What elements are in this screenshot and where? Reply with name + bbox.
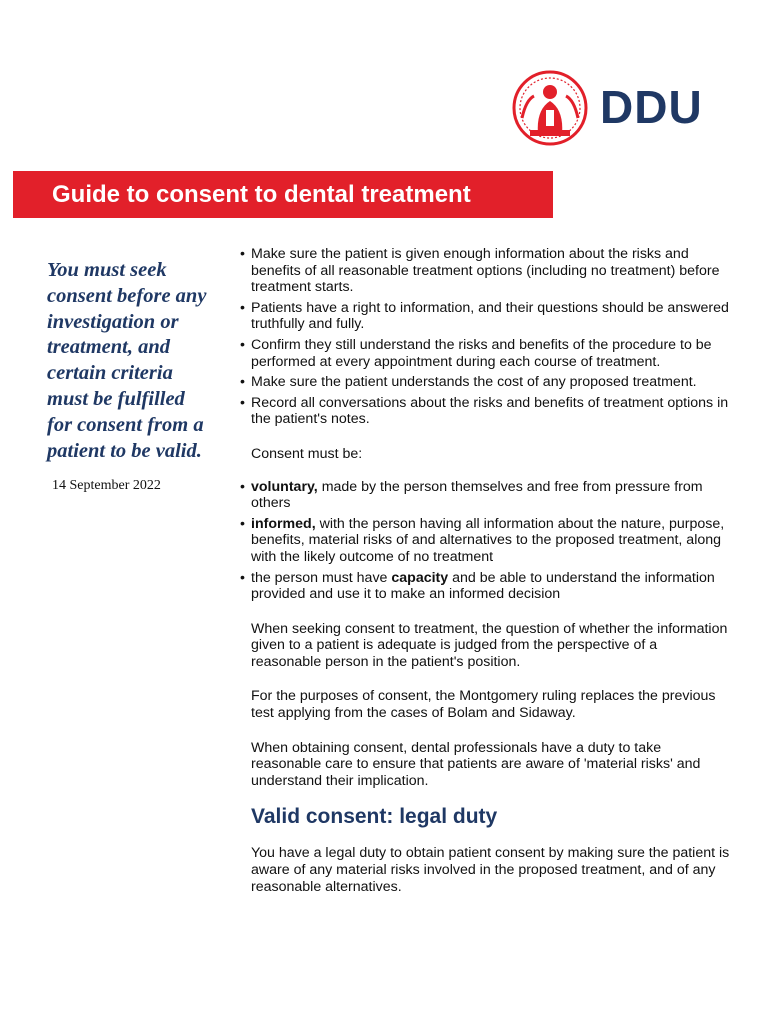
pull-quote bbox=[47, 258, 241, 464]
pull-quote-line: consent before any bbox=[47, 284, 207, 307]
criterion-text: made by the person themselves and free from pressure from others bbox=[251, 478, 703, 512]
section-heading: Valid consent: legal duty bbox=[251, 805, 498, 829]
seal-figure-icon bbox=[512, 70, 588, 146]
logo-text: DDU bbox=[600, 81, 703, 133]
list-item: • Confirm they still understand the risks and benefits of the procedure to be performed at every appointment during each course of treatment. bbox=[240, 336, 712, 370]
ddu-logo bbox=[512, 70, 712, 146]
pull-quote-line: You must seek bbox=[47, 259, 167, 281]
list-item: • Record all conversations about the risks and benefits of treatment options in the patient's notes. bbox=[240, 394, 729, 428]
criterion-text: the person must have bbox=[251, 569, 392, 586]
paragraph: When obtaining consent, dental professionals have a duty to take reasonable care to ensure that patients are aware of 'material risks' and understand their implication. bbox=[251, 739, 701, 789]
paragraph: For the purposes of consent, the Montgomery ruling replaces the previous test applying from the cases of Bolam and Sidaway. bbox=[251, 688, 716, 722]
list-item-text: Make sure the patient understands the cost of any proposed treatment. bbox=[251, 374, 697, 391]
guidance-list bbox=[240, 246, 730, 428]
page-title: Guide to consent to dental treatment bbox=[52, 181, 471, 208]
pull-quote-line: investigation or bbox=[47, 310, 179, 333]
criterion-term: voluntary, bbox=[251, 478, 318, 495]
criterion-text: with the person having all information about the nature, purpose, benefits, material risks of and alternatives to the proposed treatment, along with the likely outcome of no treatment bbox=[251, 515, 725, 565]
list-item-text: Make sure the patient is given enough information about the risks and benefits of all reasonable treatment options (including no treatment) before treatment starts. bbox=[251, 246, 720, 296]
pull-quote-line: for consent from a bbox=[47, 413, 204, 436]
main-content bbox=[240, 246, 730, 895]
list-item: • Patients have a right to information, and their questions should be answered truthfully and fully. bbox=[240, 299, 729, 333]
pull-quote-line: certain criteria bbox=[47, 362, 173, 385]
criterion-term: capacity bbox=[391, 569, 449, 586]
criterion-text: and be able to understand the information provided and use it to make an informed decision bbox=[251, 569, 715, 603]
pull-quote-line: treatment, and bbox=[47, 336, 171, 359]
list-item-text: Confirm they still understand the risks and benefits of the procedure to be performed at every appointment during each course of treatment. bbox=[251, 336, 712, 370]
paragraph: You have a legal duty to obtain patient consent by making sure the patient is aware of any material risks involved in the proposed treatment, and of any reasonable alternatives. bbox=[251, 845, 730, 895]
list-item: • informed, with the person having all information about the nature, purpose, benefits, material risks of and alternatives to the proposed treatment, along with the likely outcome of no treatment bbox=[240, 515, 725, 565]
pull-quote-line: patient to be valid. bbox=[47, 439, 202, 462]
list-item: • Make sure the patient is given enough information about the risks and benefits of all reasonable treatment options (including no treatment) before treatment starts. bbox=[240, 246, 720, 296]
publication-date: 14 September 2022 bbox=[52, 478, 161, 493]
list-item-text: Record all conversations about the risks and benefits of treatment options in the patient's notes. bbox=[251, 394, 729, 428]
list-item: • the person must have capacity and be able to understand the information provided and use it to make an informed decision bbox=[240, 569, 715, 603]
pull-quote-line: must be fulfilled bbox=[47, 387, 185, 410]
consent-criteria-list bbox=[240, 479, 730, 603]
title-banner bbox=[13, 171, 553, 218]
paragraph: When seeking consent to treatment, the question of whether the information given to a patient is adequate is judged from the perspective of a reasonable person in the patient's position. bbox=[251, 620, 728, 670]
criterion-term: informed, bbox=[251, 515, 316, 532]
consent-intro: Consent must be: bbox=[251, 445, 363, 462]
list-item-text: Patients have a right to information, and their questions should be answered truthfully and fully. bbox=[251, 299, 729, 333]
list-item: • Make sure the patient understands the cost of any proposed treatment. bbox=[240, 374, 697, 391]
list-item: • voluntary, made by the person themselves and free from pressure from others bbox=[240, 478, 703, 512]
